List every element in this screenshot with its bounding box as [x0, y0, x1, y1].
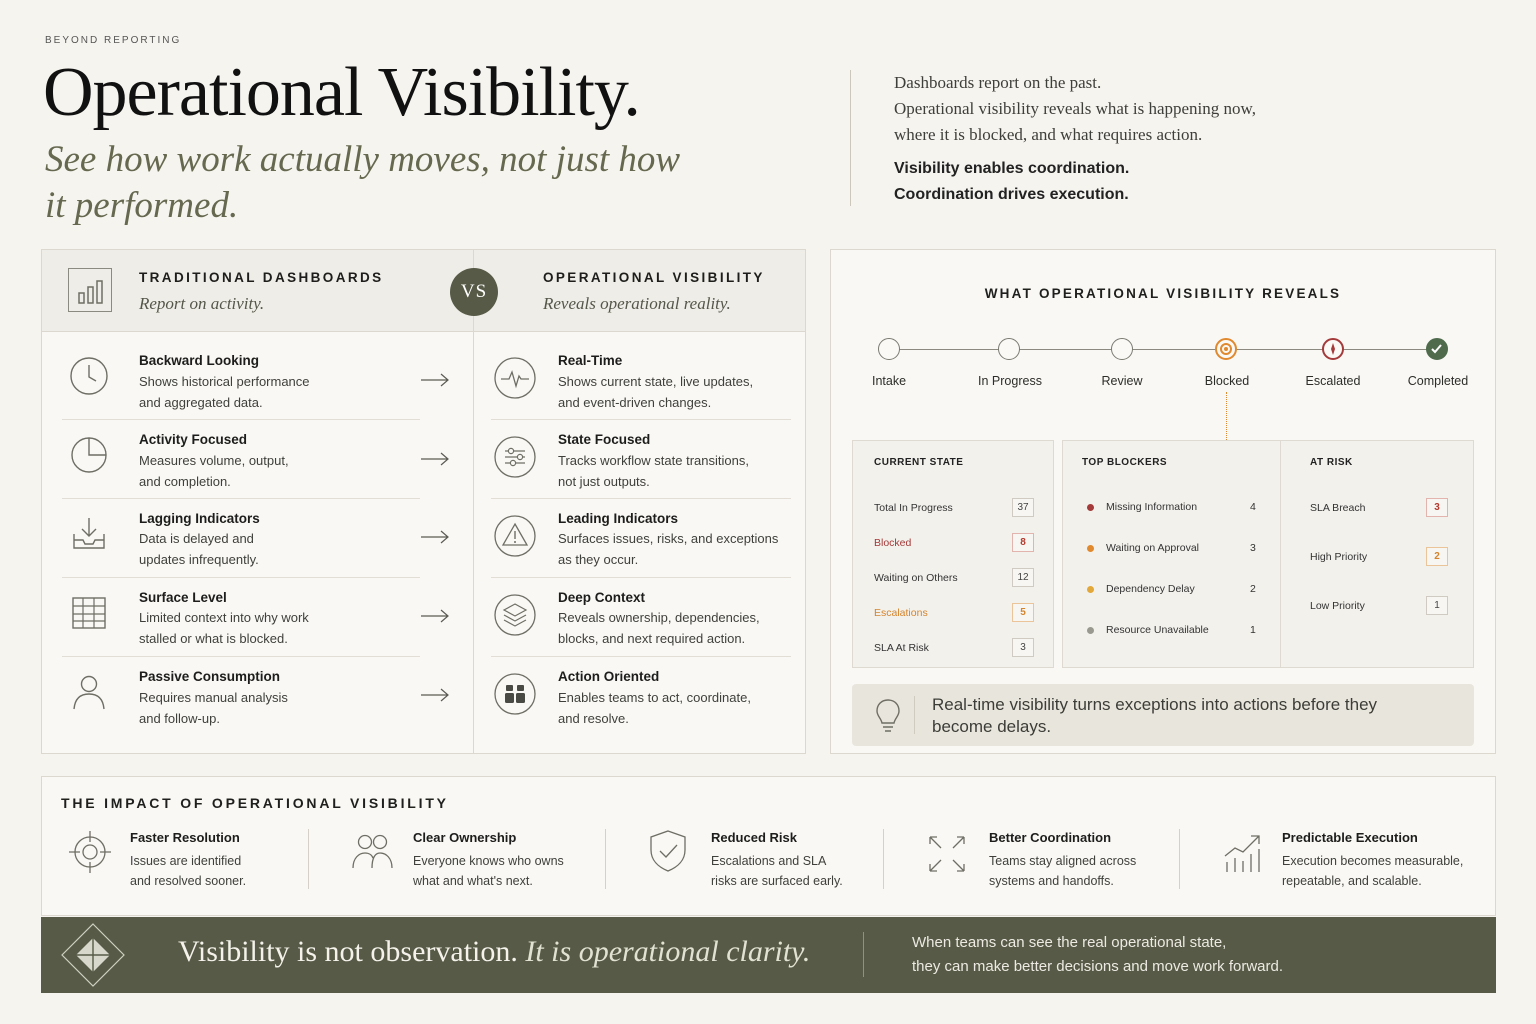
desc-line: not just outputs. — [558, 473, 650, 489]
blocker-dot — [1087, 504, 1094, 511]
stage-node-review — [1111, 338, 1133, 360]
row-divider — [491, 656, 791, 657]
stage-node-intake — [878, 338, 900, 360]
list-item-desc — [139, 372, 310, 413]
operational-visibility-title: OPERATIONAL VISIBILITY — [543, 270, 765, 285]
list-item-desc — [558, 688, 751, 729]
desc-line: what and what's next. — [413, 874, 533, 888]
metric-value: 37 — [1012, 498, 1034, 517]
footer-quote — [178, 935, 810, 969]
list-item-title: Leading Indicators — [558, 511, 679, 526]
stage-node-escalated — [1322, 338, 1344, 360]
bar-chart-icon — [68, 268, 112, 312]
card-title: TOP BLOCKERS — [1082, 457, 1168, 468]
desc-line: Tracks workflow state transitions, — [558, 453, 749, 468]
blocker-dot — [1087, 545, 1094, 552]
list-item-desc — [558, 529, 778, 570]
desc-line: Limited context into why work — [139, 610, 309, 625]
risk-value: 3 — [1426, 498, 1448, 517]
desc-line: Issues are identified — [130, 854, 242, 868]
metric-value: 8 — [1012, 533, 1034, 552]
comparison-header — [42, 250, 805, 332]
impact-item-desc — [130, 851, 246, 891]
list-item-title: Passive Consumption — [139, 669, 281, 684]
footer-divider — [863, 932, 864, 977]
impact-title: THE IMPACT OF OPERATIONAL VISIBILITY — [61, 795, 449, 811]
row-divider — [62, 577, 420, 578]
risk-label: SLA Breach — [1310, 502, 1366, 514]
card-title: AT RISK — [1310, 457, 1353, 468]
pulse-icon — [493, 356, 537, 400]
intro-text — [894, 70, 1354, 148]
inbox-download-icon — [69, 514, 109, 554]
blocker-label: Waiting on Approval — [1106, 542, 1199, 554]
kicker: BEYOND REPORTING — [45, 35, 182, 46]
desc-line: Enables teams to act, coordinate, — [558, 690, 751, 705]
impact-item-title: Predictable Execution — [1282, 830, 1418, 845]
pie-chart-icon — [69, 435, 109, 475]
stage-label: In Progress — [978, 374, 1042, 388]
row-divider — [491, 498, 791, 499]
desc-line: blocks, and next required action. — [558, 630, 746, 646]
page-title: Operational Visibility. — [43, 54, 640, 131]
emphasis-line: Visibility enables coordination. — [894, 160, 1130, 177]
risk-value: 2 — [1426, 547, 1448, 566]
blocker-count: 3 — [1250, 542, 1256, 554]
list-item-title: Activity Focused — [139, 432, 248, 447]
desc-line: Execution becomes measurable, — [1282, 854, 1464, 868]
impact-item-desc — [1282, 851, 1463, 891]
row-divider — [62, 656, 420, 657]
stage-node-blocked — [1215, 338, 1237, 360]
arrow-right-icon — [420, 452, 450, 466]
card-title: CURRENT STATE — [874, 457, 964, 468]
desc-line: Surfaces issues, risks, and exceptions — [558, 531, 779, 546]
desc-line: Shows historical performance — [139, 374, 310, 389]
current-state-card — [852, 440, 1054, 668]
list-item-title: Surface Level — [139, 590, 227, 605]
list-item-desc — [139, 451, 289, 492]
desc-line: updates infrequently. — [139, 551, 259, 567]
impact-divider — [883, 829, 884, 889]
desc-line: stalled or what is blocked. — [139, 630, 288, 646]
desc-line: repeatable, and scalable. — [1282, 874, 1422, 888]
reveals-title: WHAT OPERATIONAL VISIBILITY REVEALS — [984, 286, 1342, 301]
desc-line: Teams stay aligned across — [989, 854, 1137, 868]
traditional-dashboards-title: TRADITIONAL DASHBOARDS — [139, 270, 384, 285]
metric-value: 5 — [1012, 603, 1034, 622]
clock-icon — [69, 356, 109, 396]
blocked-connector — [1226, 392, 1227, 440]
desc-line: and aggregated data. — [139, 394, 263, 410]
impact-item-title: Faster Resolution — [130, 830, 240, 845]
desc-line: Measures volume, output, — [139, 453, 289, 468]
layers-icon — [493, 593, 537, 637]
comparison-panel — [41, 249, 806, 754]
desc-line: and event-driven changes. — [558, 394, 712, 410]
list-item-title: Lagging Indicators — [139, 511, 260, 526]
list-item-title: Real-Time — [558, 353, 623, 368]
desc-line: and resolve. — [558, 710, 629, 726]
intro-line: Dashboards report on the past. — [894, 73, 1102, 92]
metric-label: Waiting on Others — [874, 572, 958, 584]
footer-line: they can make better decisions and move work forward. — [912, 958, 1284, 975]
impact-item-desc — [711, 851, 843, 891]
list-item-title: Action Oriented — [558, 669, 660, 684]
footer-line: When teams can see the real operational state, — [912, 934, 1227, 951]
metric-label: Escalations — [874, 607, 928, 619]
metric-value: 3 — [1012, 638, 1034, 657]
page-subtitle: See how work actually moves, not just how it performed. — [45, 139, 681, 226]
list-item-title: Backward Looking — [139, 353, 260, 368]
row-divider — [491, 577, 791, 578]
impact-item-title: Clear Ownership — [413, 830, 517, 845]
stage-label: Blocked — [1204, 374, 1250, 388]
desc-line: and follow-up. — [139, 710, 220, 726]
growth-chart-icon — [1221, 830, 1265, 874]
arrows-expand-icon — [925, 832, 969, 876]
arrow-right-icon — [420, 609, 450, 623]
desc-line: and resolved sooner. — [130, 874, 247, 888]
person-icon — [69, 672, 109, 712]
arrow-right-icon — [420, 530, 450, 544]
intro-line: Operational visibility reveals what is happening now, — [894, 99, 1256, 118]
lightbulb-icon — [873, 696, 903, 734]
impact-divider — [1179, 829, 1180, 889]
row-divider — [62, 419, 420, 420]
metric-label: Total In Progress — [874, 502, 953, 514]
desc-line: as they occur. — [558, 551, 639, 567]
quote-part: Visibility is not observation. — [178, 935, 518, 968]
risk-value: 1 — [1426, 596, 1448, 615]
intro-emphasis — [894, 156, 1129, 208]
header-divider — [850, 70, 851, 206]
stage-label: Review — [1101, 374, 1143, 388]
traditional-dashboards-subtitle: Report on activity. — [139, 294, 265, 313]
stage-label: Completed — [1407, 374, 1469, 388]
traditional-list — [42, 332, 472, 753]
callout-divider — [914, 696, 915, 734]
impact-item-title: Better Coordination — [989, 830, 1112, 845]
footer-band — [41, 917, 1496, 993]
insight-callout — [852, 684, 1474, 746]
risk-label: High Priority — [1310, 551, 1368, 563]
people-icon — [350, 830, 394, 874]
list-item-desc — [139, 608, 309, 649]
desc-line: Escalations and SLA — [711, 854, 827, 868]
desc-line: Shows current state, live updates, — [558, 374, 754, 389]
list-item-desc — [558, 372, 753, 413]
list-item-desc — [139, 529, 259, 570]
team-icon — [493, 672, 537, 716]
desc-line: Everyone knows who owns — [413, 854, 564, 868]
row-divider — [491, 419, 791, 420]
warning-icon — [493, 514, 537, 558]
list-item-desc — [558, 451, 749, 492]
list-item-desc — [558, 608, 760, 649]
stage-node-completed — [1426, 338, 1448, 360]
desc-line: Requires manual analysis — [139, 690, 288, 705]
metric-label: SLA At Risk — [874, 642, 929, 654]
blocker-count: 4 — [1250, 501, 1256, 513]
emphasis-line: Coordination drives execution. — [894, 186, 1129, 203]
list-item-title: Deep Context — [558, 590, 646, 605]
operational-list — [474, 332, 805, 753]
metric-label: Blocked — [874, 537, 912, 549]
stage-label: Escalated — [1305, 374, 1361, 388]
sliders-icon — [493, 435, 537, 479]
desc-line: Data is delayed and — [139, 531, 254, 546]
desc-line: and completion. — [139, 473, 231, 489]
blockers-risk-card — [1062, 440, 1474, 668]
desc-line: risks are surfaced early. — [711, 874, 843, 888]
impact-item-desc — [989, 851, 1136, 891]
metric-value: 12 — [1012, 568, 1034, 587]
blocker-dot — [1087, 627, 1094, 634]
row-divider — [62, 498, 420, 499]
intro-line: where it is blocked, and what requires action. — [894, 125, 1203, 144]
blocker-label: Missing Information — [1106, 501, 1198, 513]
insight-text: Real-time visibility turns exceptions into actions before they become delays. — [932, 695, 1378, 736]
impact-item-title: Reduced Risk — [711, 830, 797, 845]
list-item-title: State Focused — [558, 432, 651, 447]
desc-line: systems and handoffs. — [989, 874, 1114, 888]
risk-label: Low Priority — [1310, 600, 1365, 612]
shield-check-icon — [646, 829, 690, 873]
blocker-label: Dependency Delay — [1106, 583, 1195, 595]
reveals-panel — [830, 249, 1496, 754]
card-divider — [1280, 441, 1281, 667]
stage-track — [889, 349, 1437, 350]
vs-badge: VS — [450, 268, 498, 316]
impact-item-desc — [413, 851, 564, 891]
table-grid-icon — [69, 593, 109, 633]
impact-divider — [605, 829, 606, 889]
stage-node-in-progress — [998, 338, 1020, 360]
desc-line: Reveals ownership, dependencies, — [558, 610, 760, 625]
blocker-dot — [1087, 586, 1094, 593]
quote-emphasis: It is operational clarity. — [525, 935, 811, 968]
blocker-count: 2 — [1250, 583, 1256, 595]
target-icon — [68, 830, 112, 874]
impact-divider — [308, 829, 309, 889]
arrow-right-icon — [420, 688, 450, 702]
diamond-logo-icon — [59, 921, 127, 989]
footer-text — [912, 931, 1472, 979]
blocker-count: 1 — [1250, 624, 1256, 636]
list-item-desc — [139, 688, 288, 729]
operational-visibility-subtitle: Reveals operational reality. — [543, 294, 731, 313]
stage-label: Intake — [871, 374, 907, 388]
arrow-right-icon — [420, 373, 450, 387]
blocker-label: Resource Unavailable — [1106, 624, 1209, 636]
impact-panel — [41, 776, 1496, 916]
